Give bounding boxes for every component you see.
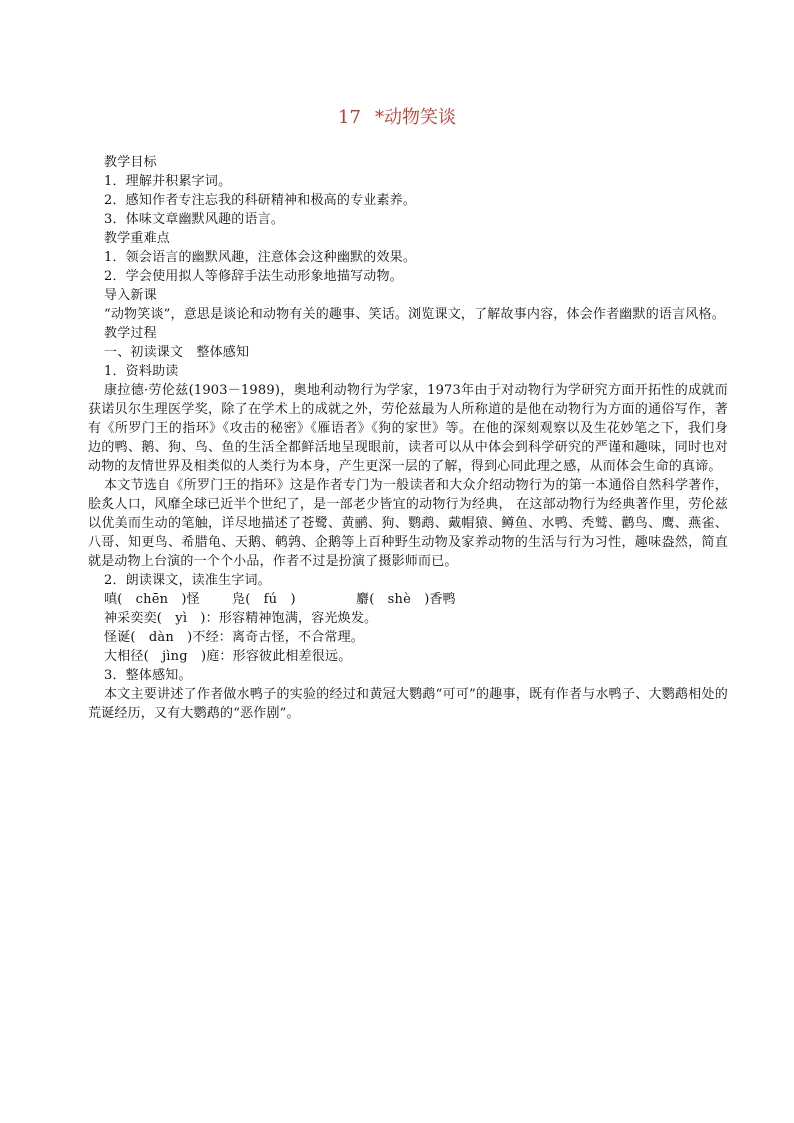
summary-paragraph: 本文主要讲述了作者做水鸭子的实验的经过和黄冠大鹦鹉“可可”的趣事，既有作者与水鸭子、大鹦鹉相处的荒诞经历，又有大鹦鹉的“恶作剧”。 xyxy=(88,687,728,721)
lesson-name: *动物笑谈 xyxy=(374,107,456,129)
lesson-number: 17 xyxy=(338,107,361,129)
vocab-item: 凫( fú ) xyxy=(232,592,296,607)
intro-heading: 导入新课 xyxy=(104,288,157,303)
step3-heading: 3．整体感知。 xyxy=(104,668,192,683)
step1-heading: 1．资料助读 xyxy=(104,364,179,379)
intro-paragraph: “动物笑谈”，意思是谈论和动物有关的趣事、笑话。浏览课文，了解故事内容，体会作者幽默的语言风格。 xyxy=(104,307,725,322)
vocab-item: 麝( shè )香鸭 xyxy=(356,592,456,607)
vocab-line: 神采奕奕( yì )：形容精神饱满，容光焕发。 xyxy=(104,611,378,626)
author-bio-paragraph: 康拉德·劳伦兹(1903－1989)，奥地利动物行为学家，1973年由于对动物行为学研究方面开拓性的成就而获诺贝尔生理医学奖，除了在学术上的成就之外，劳伦兹最为人所称道的是他在动物行为方面的通俗写作，著有《所罗门王的指环》《攻击的秘密》《雁语者》《狗的家世》等。在他的深刻观察以及生花妙笔之下，我们身边的鸭、鹅、狗、鸟、鱼的生活全都鲜活地呈现眼前，读者可以从中体会到科学研究的严谨和趣味，同时也对动物的友情世界及相类似的人类行为本身，产生更深一层的了解，得到心同此理之感，从而体会生命的真谛。 xyxy=(88,383,728,474)
key-points-heading: 教学重难点 xyxy=(104,231,171,246)
part1-heading: 一、初读课文 整体感知 xyxy=(104,345,250,360)
lesson-title xyxy=(0,106,794,130)
book-intro-paragraph: 本文节选自《所罗门王的指环》这是作者专门为一般读者和大众介绍动物行为的第一本通俗自然科学著作，脍炙人口，风靡全球已近半个世纪了，是一部老少皆宜的动物行为经典， 在这部动物行为经典著作里，劳伦兹以优美而生动的笔触，详尽地描述了苍鹭、黄鹂、狗、鹦鹉、戴帽猿、鳟鱼、水鸭、秃鹫、鹳鸟、鹰、燕雀、八哥、知更鸟、希腊龟、天鹅、鹌鹑、企鹅等上百种野生动物及家养动物的生活与行为习性，趣味盎然，简直就是动物上台演的一个个小品，作者不过是扮演了摄影师而已。 xyxy=(88,478,728,569)
vocab-line: 大相径( jìng )庭：形容彼此相差很远。 xyxy=(104,649,352,664)
vocab-line: 怪诞( dàn )不经：离奇古怪，不合常理。 xyxy=(104,630,364,645)
key-point-item: 1．领会语言的幽默风趣，注意体会这种幽默的效果。 xyxy=(104,250,417,265)
goals-heading: 教学目标 xyxy=(104,155,157,170)
goal-item: 3．体味文章幽默风趣的语言。 xyxy=(104,212,285,227)
goal-item: 1．理解并积累字词。 xyxy=(104,174,232,189)
lesson-body xyxy=(88,153,728,723)
process-heading: 教学过程 xyxy=(104,326,157,341)
key-point-item: 2．学会使用拟人等修辞手法生动形象地描写动物。 xyxy=(104,269,403,284)
vocab-item: 嗔( chēn )怪 xyxy=(104,592,200,607)
step2-heading: 2．朗读课文，读准生字词。 xyxy=(104,573,271,588)
vocab-row xyxy=(88,590,728,609)
goal-item: 2．感知作者专注忘我的科研精神和极高的专业素养。 xyxy=(104,193,417,208)
